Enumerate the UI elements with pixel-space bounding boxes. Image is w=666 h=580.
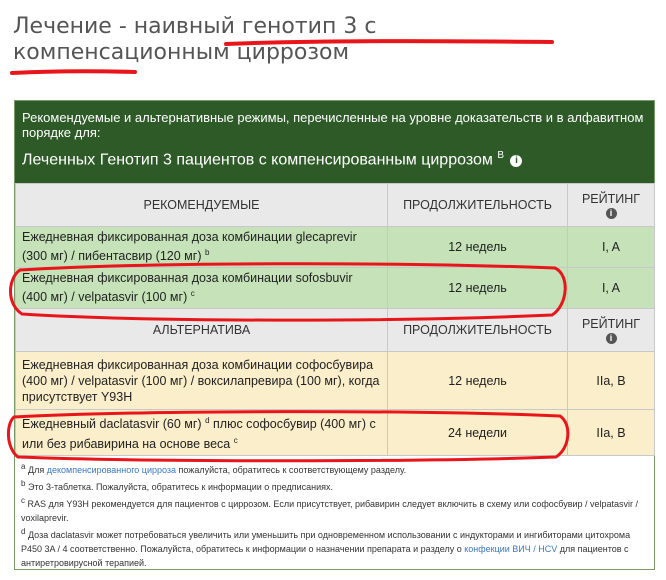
footnote-b: $^b$ Это 3-таблетка. Пожалуйста, обратитесь к информации о предписаниях.: [21, 479, 333, 492]
duration-cell: 12 недель: [388, 227, 568, 268]
regimen-text-b: плюс софосбувир (400 мг) с или без рибавирина на основе веса: [22, 417, 376, 451]
panel-intro: Рекомендуемые и альтернативные режимы, перечисленные на уровне доказательств и в алфавитном порядке для:: [22, 110, 644, 140]
duration-cell: 12 недель: [388, 268, 568, 309]
footnote-a-text-2: пожалуйста, обратитесь к соответствующему разделу.: [176, 465, 407, 475]
decompensated-cirrhosis-link[interactable]: декомпенсированного цирроза: [46, 465, 177, 475]
regimen-text: Ежедневная фиксированная доза комбинации glecaprevir (300 мг) / пибентасвир (120 мг): [22, 230, 357, 264]
panel-header: [15, 101, 654, 183]
alternative-header: АЛЬТЕРНАТИВА: [16, 309, 388, 352]
footnote-ref: c: [190, 289, 195, 299]
rating-header-label: РЕЙТИНГ: [581, 191, 641, 206]
rating-info-icon[interactable]: i: [606, 208, 617, 219]
regimen-cell: [16, 352, 388, 410]
rating-header: [568, 184, 655, 227]
duration-header: ПРОДОЛЖИТЕЛЬНОСТЬ: [388, 184, 568, 227]
rating-info-icon[interactable]: i: [606, 333, 617, 344]
duration-cell: 24 недели: [388, 410, 568, 456]
footnote-ref: c: [233, 435, 238, 445]
regimen-cell: [16, 410, 388, 456]
footnote-ref: d: [205, 416, 210, 426]
footnote-a: $^a$ Для декомпенсированного цирроза пожалуйста, обратитесь к соответствующему разделу.: [21, 462, 407, 475]
regimens-panel: [14, 100, 655, 570]
table-row: [16, 410, 655, 456]
footnotes: [15, 456, 654, 574]
rating-header: [568, 309, 655, 352]
rating-cell: I, A: [568, 227, 655, 268]
footnote-d-text: Доза daclatasvir может потребоваться увеличить или уменьшить при одновременном использовании с индукторами и ингибиторами цитохрома P450 3A / 4 соответственно. Пожалуйста, обратитесь к информации о назначении препарата и разделу о: [21, 530, 631, 554]
footnote-c-text: RAS для Y93H рекомендуется для пациентов с циррозом. Если присутствует, рибавирин следует включить в схему или софосбувир / velpatasvir / voxilaprevir.: [21, 499, 639, 523]
footnote-ref: b: [204, 248, 210, 258]
recommended-header-row: [16, 184, 655, 227]
page-title: Лечение - наивный генотип 3 с компенсационным циррозом: [13, 14, 377, 65]
table-row: [16, 352, 655, 410]
table-row: [16, 268, 655, 309]
footnote-a-text: Для: [27, 465, 47, 475]
duration-cell: 12 недель: [388, 352, 568, 410]
recommended-header: РЕКОМЕНДУЕМЫЕ: [16, 184, 388, 227]
regimen-cell: [16, 227, 388, 268]
regimen-cell: [16, 268, 388, 309]
duration-header: ПРОДОЛЖИТЕЛЬНОСТЬ: [388, 309, 568, 352]
hiv-hcv-link[interactable]: конфекции ВИЧ / HCV: [464, 544, 558, 554]
footnote-d-text-2: для пациентов с антиретровирусной терапией.: [21, 544, 629, 568]
rating-cell: I, A: [568, 268, 655, 309]
table-row: [16, 227, 655, 268]
footnote-d: $^d$ Доза daclatasvir может потребоваться увеличить или уменьшить при одновременном использовании с индукторами и ингибиторами цитохрома P450 3A / 4 соответственно. Пожалуйста, обратитесь к информации о назначении препарата и разделу о конфекции ВИЧ / HCV для пациентов с антиретровирусной терапией.: [21, 527, 631, 568]
rating-cell: IIa, B: [568, 410, 655, 456]
footnote-c: $^c$ RAS для Y93H рекомендуется для пациентов с циррозом. Если присутствует, рибавирин следует включить в схему или софосбувир / velpatasvir / voxilaprevir.: [21, 496, 639, 523]
alternative-header-row: [16, 309, 655, 352]
footnote-b-text: Это 3-таблетка. Пожалуйста, обратитесь к информации о предписаниях.: [27, 482, 333, 492]
regimen-text: Ежедневная фиксированная доза комбинации софосбувира (400 мг) / velpatasvir (100 мг) / воксилапревира (100 мг), когда присутствует Y93H: [22, 357, 380, 404]
rating-cell: IIa, B: [568, 352, 655, 410]
rating-header-label: РЕЙТИНГ: [581, 316, 641, 331]
regimen-text: Ежедневная фиксированная доза комбинации sofosbuvir (400 мг) / velpatasvir (100 мг): [22, 271, 353, 305]
panel-subtitle-sup: B: [497, 150, 504, 161]
panel-subtitle-text: Леченных Генотип 3 пациентов с компенсированным циррозом: [22, 151, 493, 169]
regimen-text-a: Ежедневный daclatasvir (60 мг): [22, 417, 202, 432]
info-icon[interactable]: i: [510, 155, 522, 167]
panel-subtitle: [22, 150, 647, 169]
regimens-table: [15, 183, 655, 456]
title-underline-2: [12, 71, 135, 73]
